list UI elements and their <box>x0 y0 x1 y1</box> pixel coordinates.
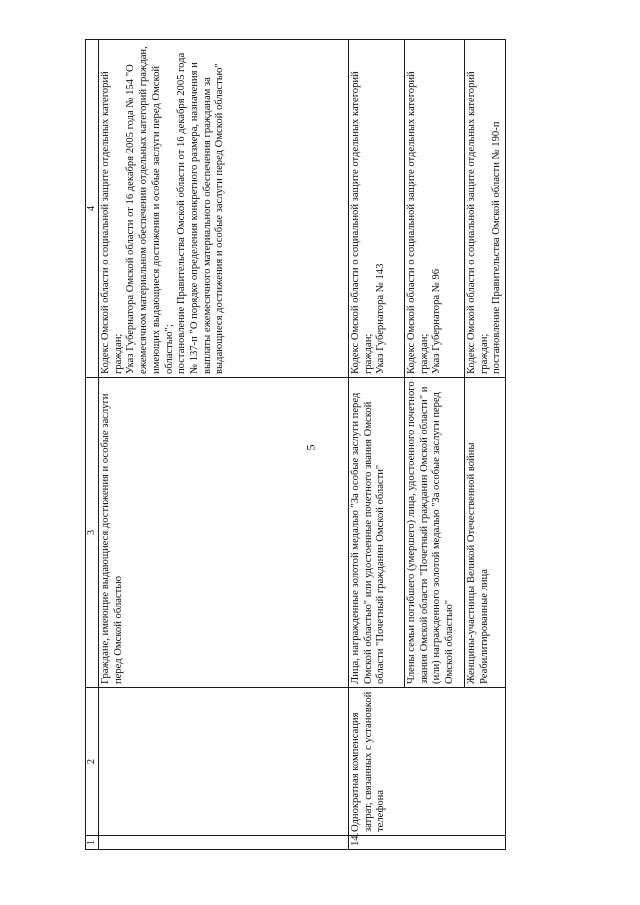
document-sheet <box>85 40 503 850</box>
header-row <box>86 40 99 850</box>
measure-name-cell <box>99 688 349 836</box>
measure-name-cell: Однократная компенсация затрат, связанных с установкой телефона <box>349 688 506 836</box>
header-cell-3: 3 <box>86 378 99 688</box>
benefits-table <box>85 39 506 850</box>
legal-basis-cell: Кодекс Омской области о социальной защите отдельных категорий граждан; постановление Правительства Омской области № 190-п <box>465 40 506 378</box>
row-number-cell <box>99 836 349 850</box>
header-cell-2: 2 <box>86 688 99 836</box>
header-cell-4: 4 <box>86 40 99 378</box>
legal-basis-cell: Кодекс Омской области о социальной защите отдельных категорий граждан; Указ Губернатора № 96 <box>405 40 465 378</box>
recipient-category-cell: Члены семьи погибшего (умершего) лица, удостоенного почетного звания Омской области "Почетный гражданин Омской области" и (или) награжденного золотой медалью "За особые заслуги перед Омской областью" <box>405 378 465 688</box>
recipient-category-cell: Женщины-участницы Великой Отечественной войны Реабилитированные лица <box>465 378 506 688</box>
header-cell-1: 1 <box>86 836 99 850</box>
recipient-category-cell: Граждане, имеющие выдающиеся достижения и особые заслуги перед Омской областью <box>99 378 349 688</box>
table-row <box>349 40 405 850</box>
recipient-category-cell: Лица, награжденные золотой медалью "За особые заслуги перед Омской областью" или удостоенные почетного звания Омской области "Почетный гражданин Омской области" <box>349 378 405 688</box>
table-row <box>99 40 349 850</box>
page-number: 5 <box>303 444 318 451</box>
legal-basis-cell: Кодекс Омской области о социальной защите отдельных категорий граждан; Указ Губернатора Омской области от 16 декабря 2005 года № 154 "О ежемесячном материальном обеспечении отдельных категорий граждан, имеющих выдающиеся достижения и особые заслуги перед Омской областью"; постановление Правительства Омской области от 16 декабря 2005 года № 137-п "О порядке определения конкретного размера, назначения и выплаты ежемесячного материального обеспечения гражданам за выдающиеся достижения и особые заслуги перед Омской областью" <box>99 40 349 378</box>
legal-basis-cell: Кодекс Омской области о социальной защите отдельных категорий граждан; Указ Губернатора № 143 <box>349 40 405 378</box>
row-number-cell: 14. <box>349 836 506 850</box>
rotated-table-wrapper <box>85 40 503 850</box>
